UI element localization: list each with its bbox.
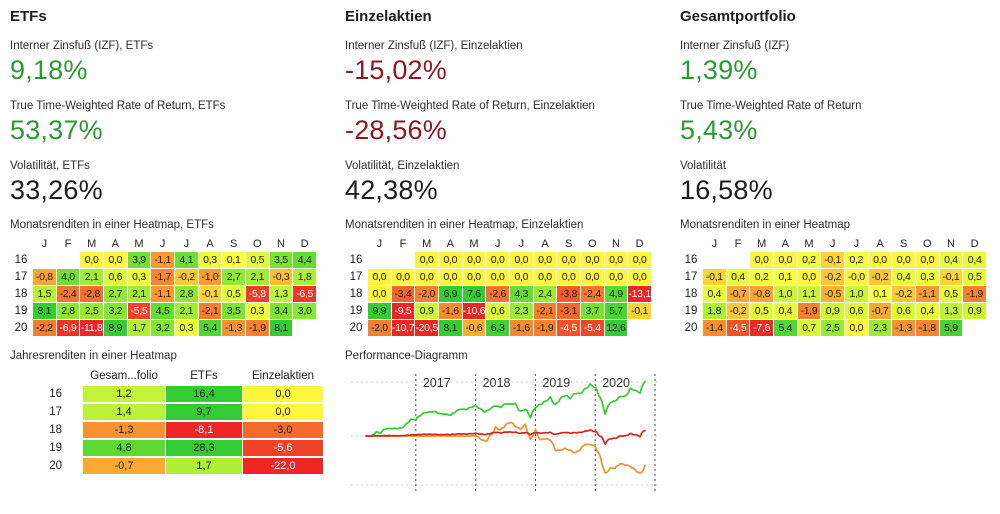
- heatmap-cell: 0,9: [415, 303, 438, 319]
- heatmap-month-header: M: [422, 238, 432, 250]
- heatmap-year-label: 17: [14, 271, 28, 283]
- heatmap-cell: 0,1: [774, 269, 797, 285]
- year-label: 2018: [482, 376, 511, 390]
- yearly-heatmap-cell: -8,1: [166, 422, 242, 438]
- heatmap-cell: 0,0: [605, 252, 628, 268]
- heatmap-cell: -6,5: [293, 286, 316, 302]
- heatmap-cell: -0,7: [869, 303, 892, 319]
- heatmap-cell: 0,0: [798, 269, 821, 285]
- series-line-einzelaktien: [366, 422, 645, 473]
- monthly-heatmap-title-etfs: Monatsrenditen in einer Heatmap, ETFs: [10, 219, 214, 231]
- heatmap-cell: 0,0: [869, 252, 892, 268]
- heatmap-cell: [703, 252, 726, 268]
- heatmap-month-header: J: [853, 238, 860, 250]
- heatmap-year-label: 16: [349, 254, 363, 266]
- monthly-heatmap-title-gesamt: Monatsrenditen in einer Heatmap: [680, 219, 851, 231]
- heatmap-cell: 8,1: [270, 320, 293, 336]
- heatmap-cell: -1,0: [199, 269, 222, 285]
- heatmap-cell: -20,5: [415, 322, 438, 334]
- yearly-year-label: 19: [49, 442, 62, 454]
- heatmap-cell: 0,0: [415, 252, 438, 268]
- yearly-heatmap-cell: -1,3: [83, 422, 165, 438]
- column-einzelaktien: [345, 0, 673, 514]
- metric-label-ttwror-einzelaktien: True Time-Weighted Rate of Return, Einzelaktien: [345, 100, 595, 112]
- heatmap-cell: -2,8: [80, 286, 103, 302]
- heatmap-cell: 1,0: [774, 286, 797, 302]
- yearly-heatmap-cell: -0,7: [83, 458, 165, 474]
- yearly-heatmap-cell: 9,7: [166, 404, 242, 420]
- metric-value-izf-gesamt: 1,39%: [680, 55, 758, 85]
- heatmap-month-header: J: [41, 238, 48, 250]
- yearly-year-label: 20: [49, 460, 62, 472]
- heatmap-cell: -0,8: [750, 286, 773, 302]
- monthly-heatmap-title-einzelaktien: Monatsrenditen in einer Heatmap, Einzelaktien: [345, 219, 584, 231]
- heatmap-cell: 0,5: [222, 286, 245, 302]
- heatmap-year-label: 17: [684, 271, 698, 283]
- heatmap-cell: -0,2: [869, 269, 892, 285]
- heatmap-cell: 0,1: [869, 286, 892, 302]
- heatmap-cell: -1,9: [798, 303, 821, 319]
- yearly-heatmap-title: Jahresrenditen in einer Heatmap: [10, 350, 177, 362]
- metric-label-izf-gesamt: Interner Zinsfuß (IZF): [680, 40, 790, 52]
- heatmap-corner: [680, 237, 702, 251]
- heatmap-cell: 4,4: [293, 252, 316, 268]
- column-title-gesamtportfolio: Gesamtportfolio: [680, 8, 796, 25]
- heatmap-month-header: N: [612, 238, 620, 250]
- heatmap-cell: 1,8: [293, 269, 316, 285]
- metric-value-vola-etfs: 33,26%: [10, 175, 103, 205]
- heatmap-cell: 3,9: [128, 252, 151, 268]
- heatmap-cell: 0,0: [80, 252, 103, 268]
- heatmap-month-header: A: [446, 238, 454, 250]
- heatmap-cell: -0,2: [821, 269, 844, 285]
- heatmap-cell: 4,0: [57, 269, 80, 285]
- heatmap-cell: -1,4: [703, 320, 726, 336]
- heatmap-cell: 0,3: [246, 303, 269, 319]
- heatmap-cell: 0,0: [845, 320, 868, 336]
- metric-value-izf-etfs: 9,18%: [10, 55, 88, 85]
- heatmap-cell: -2,0: [415, 286, 438, 302]
- yearly-column-header: Gesam...folio: [90, 370, 158, 382]
- heatmap-cell: 12,6: [606, 322, 626, 334]
- heatmap-year-label: 16: [684, 254, 698, 266]
- heatmap-month-header: F: [399, 238, 407, 250]
- yearly-corner: [10, 368, 82, 384]
- heatmap-cell: 8,1: [439, 320, 462, 336]
- heatmap-year-label: 17: [349, 271, 363, 283]
- heatmap-year-label: 18: [14, 288, 28, 300]
- heatmap-cell: 4,3: [510, 286, 533, 302]
- heatmap-month-header: N: [947, 238, 955, 250]
- heatmap-year-label: 19: [349, 305, 363, 317]
- heatmap-cell: 0,0: [534, 252, 557, 268]
- heatmap-month-header: M: [757, 238, 767, 250]
- heatmap-cell: -0,7: [727, 286, 750, 302]
- heatmap-cell: -0,6: [463, 320, 486, 336]
- column-title-etfs: ETFs: [10, 8, 47, 25]
- heatmap-year-label: 19: [684, 305, 698, 317]
- heatmap-cell: 0,0: [392, 269, 415, 285]
- heatmap-cell: 2,7: [104, 286, 127, 302]
- heatmap-cell: 0,3: [916, 269, 939, 285]
- heatmap-cell: 2,5: [80, 303, 103, 319]
- metric-label-vola-einzelaktien: Volatilität, Einzelaktien: [345, 160, 460, 172]
- heatmap-cell: 2,3: [510, 303, 533, 319]
- heatmap-cell: -3,8: [557, 286, 580, 302]
- yearly-heatmap-cell: 1,7: [166, 458, 242, 474]
- heatmap-cell: 2,1: [175, 303, 198, 319]
- heatmap-cell: 0,0: [581, 269, 604, 285]
- yearly-heatmap-cell: 16,4: [166, 386, 242, 402]
- yearly-heatmap-cell: 28,3: [166, 440, 242, 456]
- heatmap-year-label: 20: [684, 322, 698, 334]
- heatmap-cell: -0,3: [270, 269, 293, 285]
- heatmap-cell: 4,5: [151, 303, 174, 319]
- heatmap-cell: -0,1: [940, 269, 963, 285]
- heatmap-cell: 3,5: [222, 303, 245, 319]
- heatmap-cell: 0,6: [892, 303, 915, 319]
- yearly-heatmap-cell: -3,0: [243, 422, 323, 438]
- heatmap-year-label: 16: [14, 254, 28, 266]
- heatmap-month-header: A: [111, 238, 119, 250]
- heatmap-cell: 0,0: [439, 252, 462, 268]
- heatmap-cell: 0,5: [246, 252, 269, 268]
- heatmap-cell: 0,0: [557, 269, 580, 285]
- heatmap-cell: [392, 252, 415, 268]
- heatmap-cell: 0,3: [199, 252, 222, 268]
- heatmap-cell: 8,1: [33, 303, 56, 319]
- heatmap-cell: 6,3: [486, 320, 509, 336]
- heatmap-cell: 0,4: [727, 269, 750, 285]
- heatmap-cell: -1,9: [963, 286, 986, 302]
- heatmap-cell: -1,3: [222, 320, 245, 336]
- heatmap-cell: -7,6: [750, 320, 773, 336]
- heatmap-month-header: D: [300, 238, 309, 250]
- heatmap-cell: -6,9: [57, 320, 80, 336]
- metric-label-izf-einzelaktien: Interner Zinsfuß (IZF), Einzelaktien: [345, 40, 523, 52]
- heatmap-cell: 0,0: [463, 269, 486, 285]
- performance-chart-title: Performance-Diagramm: [345, 350, 468, 362]
- heatmap-cell: [57, 252, 80, 268]
- heatmap-cell: 2,4: [534, 286, 557, 302]
- heatmap-month-header: O: [923, 238, 932, 250]
- heatmap-cell: 0,0: [439, 269, 462, 285]
- column-gesamtportfolio: [680, 0, 1000, 336]
- heatmap-cell: 2,1: [80, 269, 103, 285]
- heatmap-cell: -0,1: [821, 252, 844, 268]
- yearly-heatmap-cell: -22,0: [243, 458, 323, 474]
- heatmap-cell: -5,4: [581, 320, 604, 336]
- heatmap-month-header: S: [229, 238, 238, 250]
- heatmap-cell: -9,5: [392, 303, 415, 319]
- heatmap-cell: 1,1: [798, 286, 821, 302]
- heatmap-cell: 3,5: [270, 252, 293, 268]
- heatmap-month-header: J: [518, 238, 525, 250]
- heatmap-month-header: O: [588, 238, 597, 250]
- heatmap-cell: 3,7: [581, 303, 604, 319]
- heatmap-cell: 3,4: [270, 303, 293, 319]
- heatmap-month-header: F: [734, 238, 742, 250]
- heatmap-cell: -2,0: [368, 320, 391, 336]
- yearly-heatmap-cell: 1,4: [83, 404, 165, 420]
- heatmap-cell: -0,8: [33, 269, 56, 285]
- metric-value-ttwror-einzelaktien: -28,56%: [345, 115, 447, 145]
- yearly-heatmap-cell: 1,2: [83, 386, 165, 402]
- heatmap-cell: 0,5: [940, 286, 963, 302]
- heatmap-month-header: D: [635, 238, 644, 250]
- heatmap-cell: 5,9: [940, 320, 963, 336]
- heatmap-cell: -1,9: [246, 320, 269, 336]
- heatmap-cell: -2,1: [199, 303, 222, 319]
- heatmap-month-header: J: [183, 238, 190, 250]
- heatmap-cell: 5,4: [774, 320, 797, 336]
- yearly-heatmap-cell: 0,0: [243, 386, 323, 402]
- heatmap-cell: [628, 320, 651, 336]
- heatmap-cell: 4,9: [605, 286, 628, 302]
- heatmap-cell: -1,1: [151, 286, 174, 302]
- metric-label-vola-gesamt: Volatilität: [680, 160, 727, 172]
- metric-label-ttwror-etfs: True Time-Weighted Rate of Return, ETFs: [10, 100, 226, 112]
- heatmap-cell: 0,5: [750, 303, 773, 319]
- heatmap-cell: [727, 252, 750, 268]
- heatmap-cell: 0,0: [368, 286, 391, 302]
- heatmap-cell: -0,5: [821, 286, 844, 302]
- heatmap-cell: 0,0: [510, 252, 533, 268]
- heatmap-cell: 0,0: [486, 269, 509, 285]
- heatmap-year-label: 20: [14, 322, 28, 334]
- heatmap-cell: -0,1: [199, 286, 222, 302]
- heatmap-cell: -1,9: [534, 320, 557, 336]
- series-line-gesamtportfolio: [366, 430, 645, 444]
- heatmap-cell: 0,0: [104, 252, 127, 268]
- heatmap-cell: [368, 252, 391, 268]
- heatmap-cell: 2,3: [869, 320, 892, 336]
- heatmap-cell: -2,2: [33, 320, 56, 336]
- heatmap-cell: 2,8: [175, 286, 198, 302]
- heatmap-cell: 0,9: [821, 303, 844, 319]
- heatmap-cell: 0,0: [628, 269, 651, 285]
- year-label: 2017: [422, 376, 451, 390]
- heatmap-cell: 5,4: [199, 320, 222, 336]
- heatmap-cell: 0,4: [940, 252, 963, 268]
- heatmap-month-header: A: [206, 238, 214, 250]
- heatmap-cell: -3,4: [392, 286, 415, 302]
- heatmap-cell: 0,7: [798, 320, 821, 336]
- heatmap-cell: 0,4: [916, 303, 939, 319]
- heatmap-cell: 0,6: [486, 303, 509, 319]
- heatmap-cell: 3,0: [293, 303, 316, 319]
- heatmap-year-label: 18: [684, 288, 698, 300]
- heatmap-cell: -1,1: [151, 252, 174, 268]
- heatmap-cell: 0,4: [892, 269, 915, 285]
- heatmap-cell: -1,7: [151, 269, 174, 285]
- metric-label-ttwror-gesamt: True Time-Weighted Rate of Return: [680, 100, 862, 112]
- heatmap-cell: 0,6: [104, 269, 127, 285]
- heatmap-year-label: 18: [349, 288, 363, 300]
- heatmap-cell: 1,3: [940, 303, 963, 319]
- heatmap-cell: -1,3: [892, 320, 915, 336]
- heatmap-cell: 0,0: [510, 269, 533, 285]
- heatmap-cell: 0,0: [534, 269, 557, 285]
- heatmap-month-header: A: [876, 238, 884, 250]
- heatmap-month-header: A: [781, 238, 789, 250]
- heatmap-cell: -1,6: [439, 303, 462, 319]
- heatmap-cell: 1,3: [270, 286, 293, 302]
- heatmap-year-label: 20: [349, 322, 363, 334]
- heatmap-month-header: M: [134, 238, 144, 250]
- heatmap-cell: 5,7: [605, 303, 628, 319]
- heatmap-month-header: F: [64, 238, 72, 250]
- heatmap-cell: 1,5: [33, 286, 56, 302]
- yearly-heatmap-cell: 0,0: [243, 404, 323, 420]
- yearly-year-label: 18: [49, 424, 62, 436]
- heatmap-month-header: M: [469, 238, 479, 250]
- heatmap-cell: 6,9: [439, 286, 462, 302]
- heatmap-cell: -2,4: [581, 286, 604, 302]
- heatmap-cell: 0,0: [368, 269, 391, 285]
- heatmap-cell: [33, 252, 56, 268]
- yearly-heatmap-table: [10, 368, 323, 474]
- heatmap-cell: -10,6: [462, 305, 486, 317]
- monthly-heatmap-etfs: [10, 237, 316, 336]
- heatmap-month-header: J: [711, 238, 718, 250]
- heatmap-cell: [963, 320, 986, 336]
- monthly-heatmap-einzelaktien: [345, 237, 651, 336]
- heatmap-month-header: J: [376, 238, 383, 250]
- heatmap-cell: 2,8: [57, 303, 80, 319]
- heatmap-cell: 0,0: [415, 269, 438, 285]
- yearly-heatmap-cell: -5,6: [243, 440, 323, 456]
- heatmap-cell: 0,0: [774, 252, 797, 268]
- heatmap-cell: -2,4: [57, 286, 80, 302]
- heatmap-cell: 0,0: [463, 252, 486, 268]
- metric-value-vola-gesamt: 16,58%: [680, 175, 773, 205]
- heatmap-cell: 2,5: [821, 320, 844, 336]
- heatmap-month-header: J: [159, 238, 166, 250]
- heatmap-cell: -5,8: [246, 286, 269, 302]
- heatmap-cell: 0,3: [128, 269, 151, 285]
- heatmap-corner: [10, 237, 32, 251]
- heatmap-cell: -0,1: [703, 269, 726, 285]
- performance-chart: [345, 364, 665, 514]
- column-etfs: [10, 0, 338, 474]
- yearly-year-label: 17: [49, 406, 62, 418]
- heatmap-cell: 0,0: [605, 269, 628, 285]
- heatmap-cell: -3,1: [557, 303, 580, 319]
- heatmap-month-header: J: [829, 238, 836, 250]
- heatmap-month-header: O: [253, 238, 262, 250]
- year-label: 2020: [602, 376, 631, 390]
- heatmap-cell: 0,3: [175, 320, 198, 336]
- heatmap-cell: 0,9: [963, 303, 986, 319]
- heatmap-cell: 9,9: [368, 303, 391, 319]
- year-label: 2019: [542, 376, 571, 390]
- heatmap-cell: -0,1: [628, 303, 651, 319]
- metric-value-ttwror-etfs: 53,37%: [10, 115, 103, 145]
- heatmap-month-header: A: [541, 238, 549, 250]
- heatmap-cell: 1,7: [128, 320, 151, 336]
- heatmap-month-header: M: [87, 238, 97, 250]
- heatmap-cell: 0,0: [581, 252, 604, 268]
- heatmap-cell: 0,4: [774, 303, 797, 319]
- heatmap-cell: 0,0: [916, 252, 939, 268]
- heatmap-cell: 0,2: [798, 252, 821, 268]
- heatmap-cell: [293, 320, 316, 336]
- heatmap-month-header: D: [970, 238, 979, 250]
- heatmap-month-header: S: [564, 238, 573, 250]
- heatmap-cell: -1,1: [916, 286, 939, 302]
- heatmap-cell: -1,6: [510, 320, 533, 336]
- heatmap-cell: 3,2: [104, 303, 127, 319]
- heatmap-cell: -4,5: [727, 320, 750, 336]
- heatmap-cell: 0,0: [628, 252, 651, 268]
- heatmap-cell: 3,2: [151, 320, 174, 336]
- metric-value-vola-einzelaktien: 42,38%: [345, 175, 438, 205]
- heatmap-cell: 0,4: [703, 286, 726, 302]
- heatmap-cell: 7,6: [463, 286, 486, 302]
- heatmap-cell: -13,1: [628, 288, 651, 300]
- heatmap-cell: -4,5: [557, 320, 580, 336]
- heatmap-cell: -0,2: [175, 269, 198, 285]
- heatmap-year-label: 19: [14, 305, 28, 317]
- heatmap-cell: -11,8: [80, 322, 103, 334]
- heatmap-cell: -0,2: [892, 286, 915, 302]
- heatmap-cell: 4,1: [175, 252, 198, 268]
- heatmap-cell: 2,1: [246, 269, 269, 285]
- heatmap-cell: 0,6: [845, 303, 868, 319]
- heatmap-cell: 8,9: [104, 320, 127, 336]
- heatmap-cell: 1,0: [845, 286, 868, 302]
- yearly-heatmap-cell: 4,8: [83, 440, 165, 456]
- heatmap-month-header: J: [494, 238, 501, 250]
- heatmap-month-header: M: [804, 238, 814, 250]
- heatmap-cell: 0,2: [750, 269, 773, 285]
- heatmap-cell: -5,5: [128, 303, 151, 319]
- heatmap-month-header: S: [899, 238, 908, 250]
- yearly-column-header: Einzelaktien: [251, 370, 314, 382]
- heatmap-cell: -10,7: [391, 322, 415, 334]
- heatmap-cell: 2,1: [128, 286, 151, 302]
- heatmap-cell: -0,0: [845, 269, 868, 285]
- heatmap-cell: 0,1: [222, 252, 245, 268]
- heatmap-cell: 0,0: [557, 252, 580, 268]
- metric-label-izf-etfs: Interner Zinsfuß (IZF), ETFs: [10, 40, 154, 52]
- heatmap-cell: 0,2: [845, 252, 868, 268]
- metric-label-vola-etfs: Volatilität, ETFs: [10, 160, 90, 172]
- monthly-heatmap-gesamtportfolio: [680, 237, 986, 336]
- heatmap-month-header: N: [277, 238, 285, 250]
- heatmap-cell: 0,0: [892, 252, 915, 268]
- heatmap-cell: 0,4: [963, 252, 986, 268]
- column-title-einzelaktien: Einzelaktien: [345, 8, 432, 25]
- heatmap-cell: 2,7: [222, 269, 245, 285]
- heatmap-cell: -1,8: [916, 320, 939, 336]
- heatmap-cell: 0,0: [486, 252, 509, 268]
- heatmap-corner: [345, 237, 367, 251]
- heatmap-cell: -2,6: [486, 286, 509, 302]
- metric-value-ttwror-gesamt: 5,43%: [680, 115, 758, 145]
- heatmap-cell: -2,1: [534, 303, 557, 319]
- heatmap-cell: -0,2: [727, 303, 750, 319]
- heatmap-cell: 0,5: [963, 269, 986, 285]
- yearly-column-header: ETFs: [190, 370, 218, 382]
- yearly-year-label: 16: [49, 388, 62, 400]
- heatmap-cell: 0,0: [750, 252, 773, 268]
- metric-value-izf-einzelaktien: -15,02%: [345, 55, 447, 85]
- heatmap-cell: 1,8: [703, 303, 726, 319]
